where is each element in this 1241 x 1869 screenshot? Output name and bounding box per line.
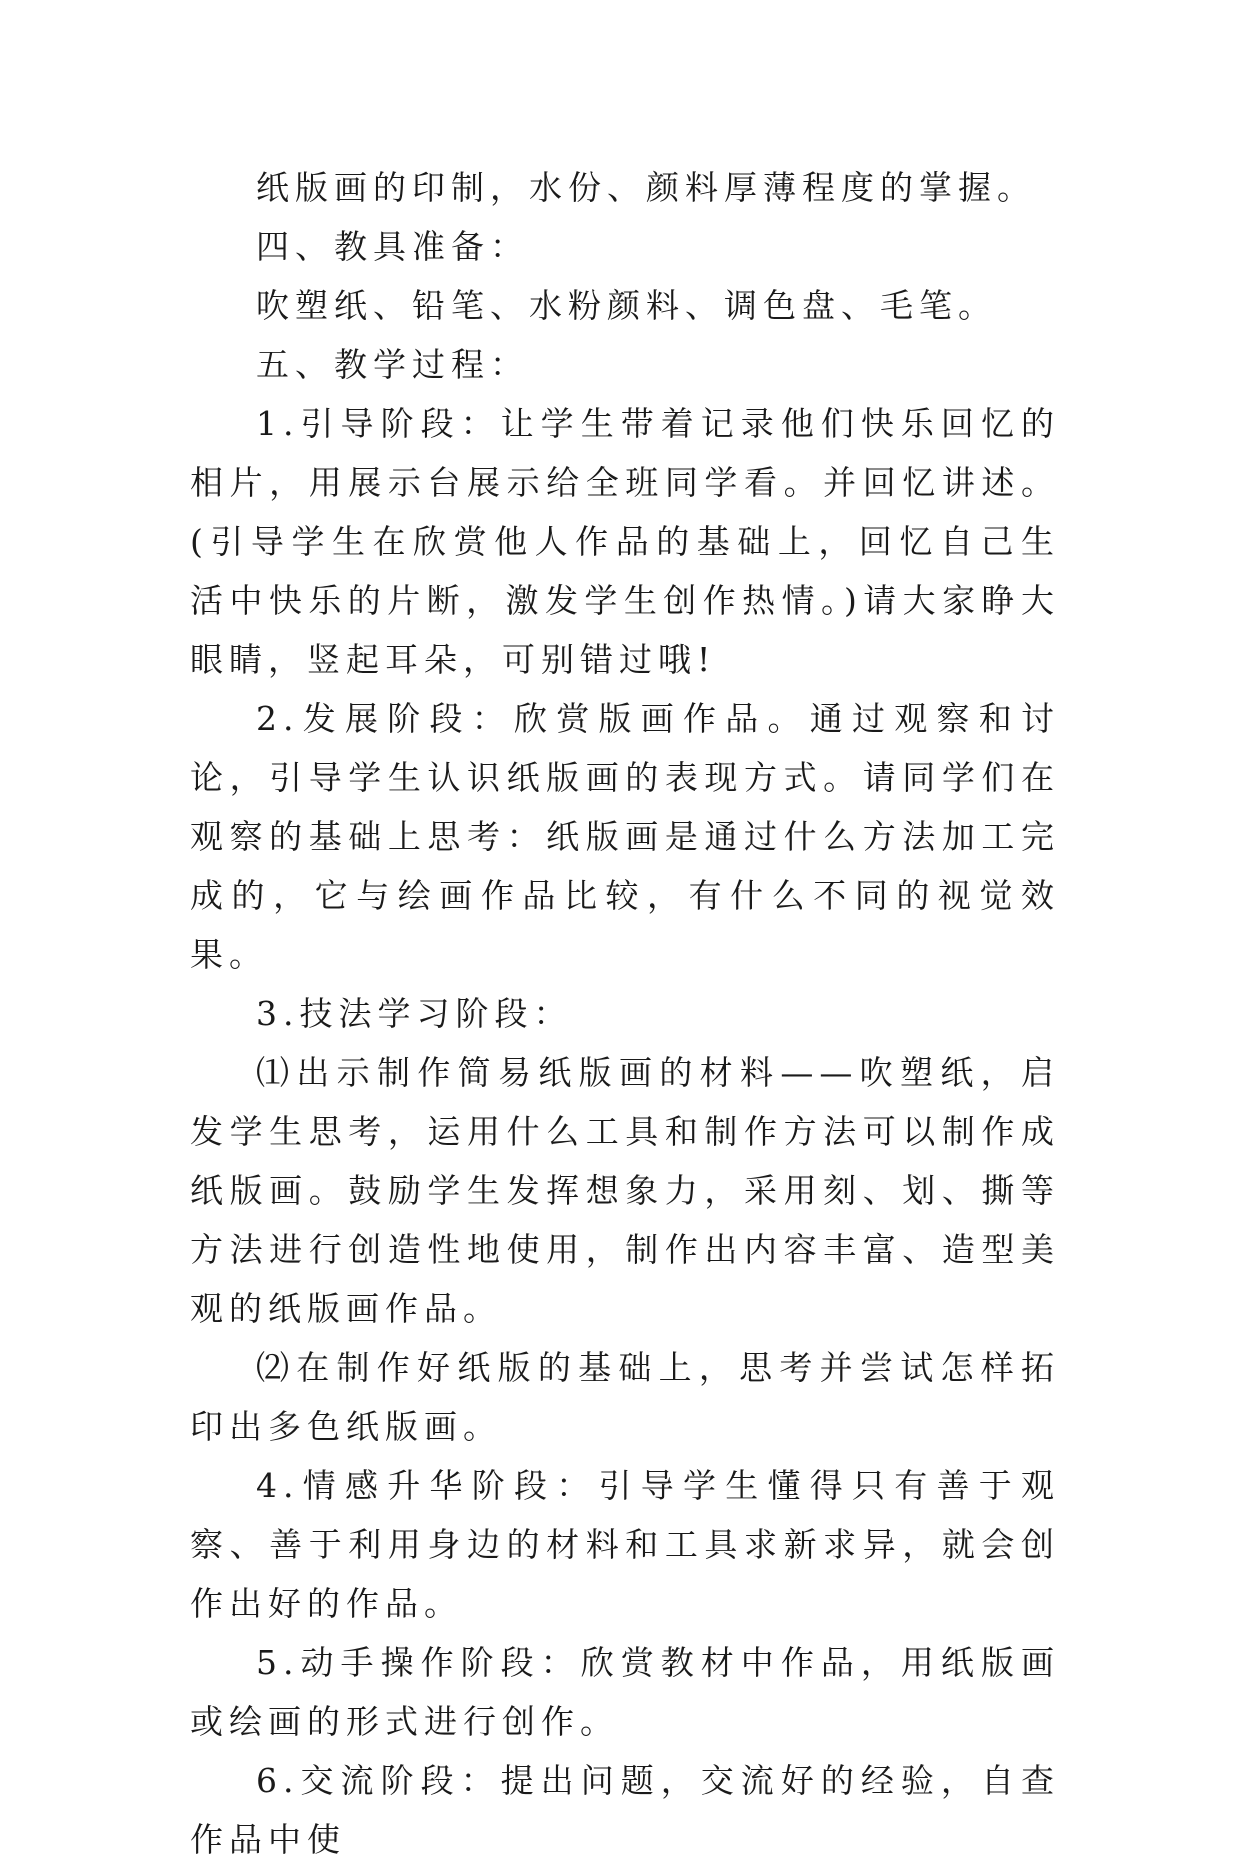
paragraph-step-3-item-2: ⑵在制作好纸版的基础上，思考并尝试怎样拓印出多色纸版画。 bbox=[190, 1348, 1060, 1446]
heading-teaching-aids: 四、教具准备： bbox=[256, 227, 529, 266]
document-body bbox=[190, 158, 1060, 1869]
paragraph-step-3-item-1: ⑴出示制作简易纸版画的材料——吹塑纸，启发学生思考，运用什么工具和制作方法可以制作成纸版画。鼓励学生发挥想象力，采用刻、划、撕等方法进行创造性地使用，制作出内容丰富、造型美观的纸版画作品。 bbox=[190, 1053, 1060, 1328]
paragraph-materials-list: 吹塑纸、铅笔、水粉颜料、调色盘、毛笔。 bbox=[256, 286, 997, 325]
paragraph-step-2-development: 2.发展阶段：欣赏版画作品。通过观察和讨论，引导学生认识纸版画的表现方式。请同学们在观察的基础上思考：纸版画是通过什么方法加工完成的，它与绘画作品比较，有什么不同的视觉效果。 bbox=[190, 699, 1060, 974]
paragraph-step-5-practice: 5.动手操作阶段：欣赏教材中作品，用纸版画或绘画的形式进行创作。 bbox=[190, 1643, 1060, 1741]
paragraph-printing-mastery: 纸版画的印制，水份、颜料厚薄程度的掌握。 bbox=[256, 168, 1036, 207]
paragraph-step-3-technique: 3.技法学习阶段： bbox=[256, 994, 573, 1033]
paragraph-step-1-guidance: 1.引导阶段：让学生带着记录他们快乐回忆的相片，用展示台展示给全班同学看。并回忆讲述。(引导学生在欣赏他人作品的基础上，回忆自己生活中快乐的片断，激发学生创作热情。)请大家睁大眼睛，竖起耳朵，可别错过哦! bbox=[190, 404, 1060, 679]
paragraph-step-4-emotion: 4.情感升华阶段：引导学生懂得只有善于观察、善于利用身边的材料和工具求新求异，就会创作出好的作品。 bbox=[190, 1466, 1060, 1623]
paragraph-step-6-exchange: 6.交流阶段：提出问题，交流好的经验，自查作品中使 bbox=[190, 1761, 1060, 1859]
heading-teaching-process: 五、教学过程： bbox=[256, 345, 529, 384]
